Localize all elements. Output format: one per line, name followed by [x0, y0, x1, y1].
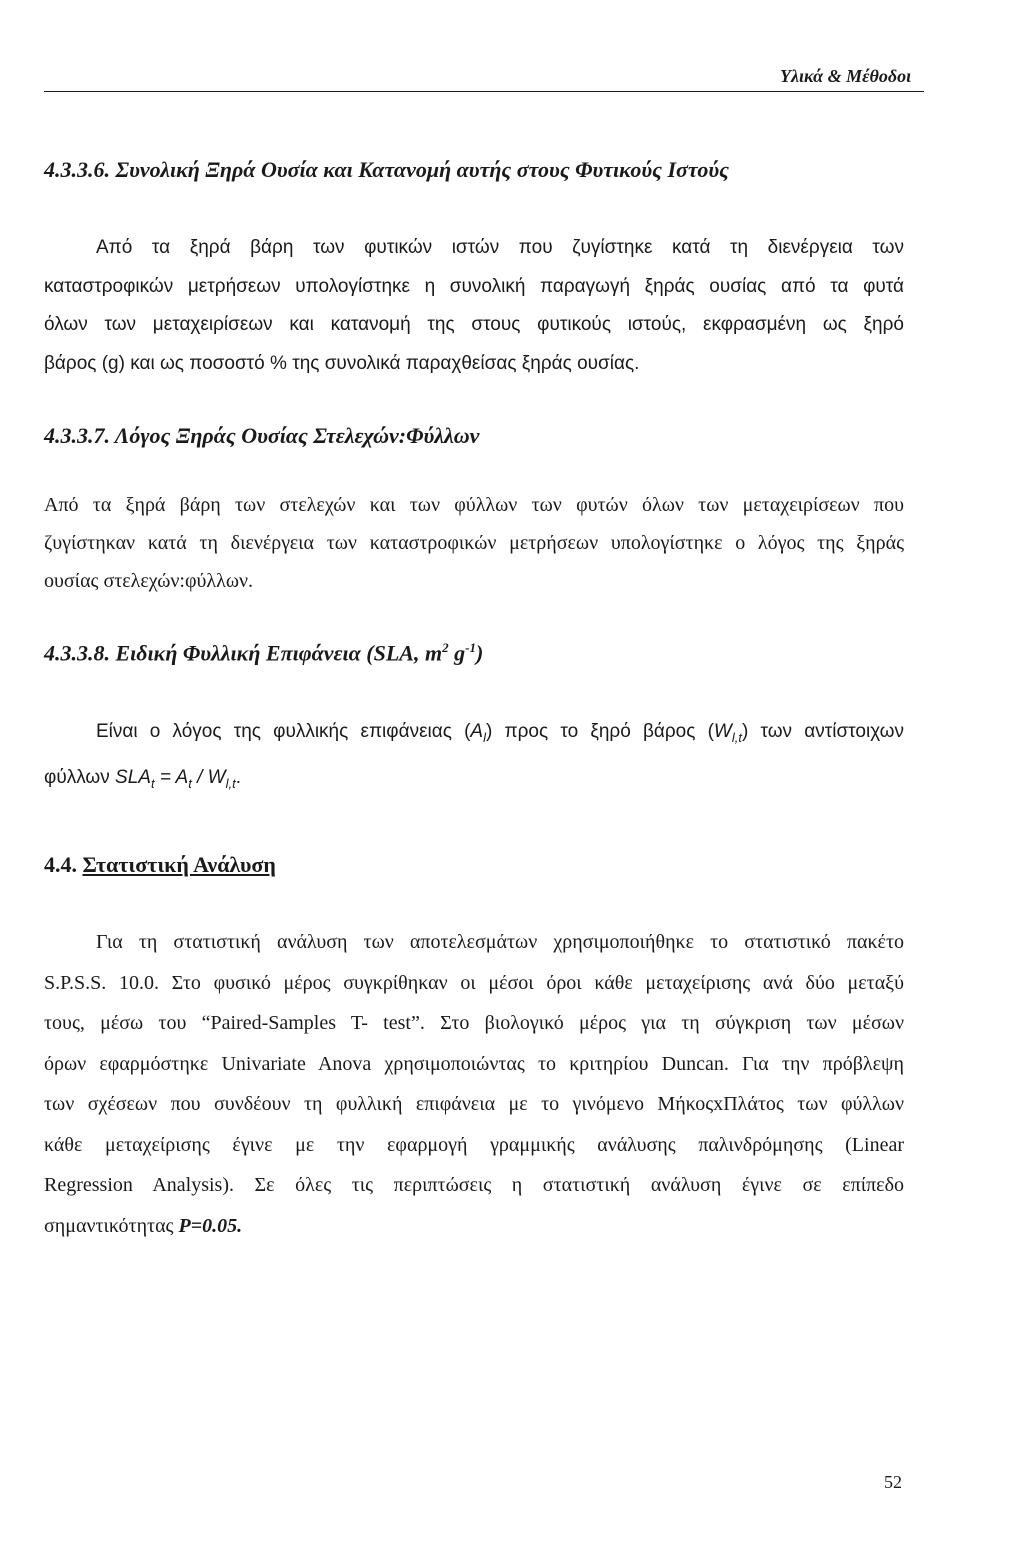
subscript: l,t: [225, 775, 236, 791]
superscript: -1: [465, 640, 476, 655]
text-run: φύλλων: [44, 766, 116, 788]
paragraph-4336: [44, 229, 904, 383]
section-title-main: Ειδική Φυλλική Επιφάνεια (SLA, m: [115, 640, 443, 666]
section-number: 4.4.: [44, 852, 77, 877]
section-heading-44: [44, 852, 276, 878]
p-value: P=0.05.: [178, 1214, 243, 1237]
symbol-area: A: [470, 721, 484, 742]
page-number: 52: [884, 1472, 902, 1492]
formula-lhs: SLA: [115, 766, 151, 788]
paragraph-line: Από τα ξηρά βάρη των στελεχών και των φύλλων των φυτών όλων των μεταχειρίσεων που: [44, 494, 904, 516]
text-run: σημαντικότητας: [44, 1214, 179, 1237]
section-heading-4337: [44, 423, 479, 449]
formula-eq: = A: [154, 766, 189, 788]
section-title: Συνολική Ξηρά Ουσία και Κατανομή αυτής στους Φυτικούς Ιστούς: [115, 157, 729, 182]
paragraph-line: τους, μέσω του “Paired-Samples T- test”. Στο βιολογικό μέρος για τη σύγκριση των μέσων: [44, 1012, 904, 1034]
paragraph-line: όρων εφαρμόστηκε Univariate Anova χρησιμοποιώντας το κριτηρίου Duncan. Για την πρόβλεψη: [44, 1052, 904, 1075]
paragraph-line: [44, 758, 904, 804]
paragraph-line: ζυγίστηκαν κατά τη διενέργεια των καταστροφικών μετρήσεων υπολογίστηκε ο λόγος της ξηράς: [44, 532, 904, 554]
paragraph-line: όλων των μεταχειρίσεων και κατανομή της στους φυτικούς ιστούς, εκφρασμένη ως ξηρό: [44, 314, 904, 335]
running-header: Υλικά & Μέθοδοι: [780, 66, 912, 86]
paragraph-line: ουσίας στελεχών:φύλλων.: [44, 570, 254, 592]
section-heading-4338: [44, 640, 483, 666]
formula-div: / W: [191, 766, 226, 788]
paragraph-line: S.P.S.S. 10.0. Στο φυσικό μέρος συγκρίθηκαν οι μέσοι όροι κάθε μεταχείρισης ανά δύο μεταξύ: [44, 971, 904, 994]
subscript: t: [150, 775, 155, 791]
header-rule: [44, 91, 924, 92]
section-title-end: ): [475, 640, 484, 666]
paragraph-line: Από τα ξηρά βάρη των φυτικών ιστών που ζυγίστηκε κατά τη διενέργεια των: [96, 237, 904, 258]
section-title: Λόγος Ξηράς Ουσίας Στελεχών:Φύλλων: [114, 423, 480, 448]
text-run: ) προς το ξηρό βάρος (: [486, 721, 714, 742]
section-heading-4336: [44, 157, 729, 183]
paragraph-line: των σχέσεων που συνδέουν τη φυλλική επιφάνεια με το γινόμενο ΜήκοςxΠλάτος των φύλλων: [44, 1093, 904, 1115]
section-title: Στατιστική Ανάλυση: [82, 852, 276, 877]
text-run: .: [235, 766, 242, 788]
section-number: 4.3.3.7.: [44, 423, 110, 448]
subscript: l,t: [731, 729, 742, 745]
section-number: 4.3.3.8.: [44, 640, 110, 666]
paragraph-line: κάθε μεταχείρισης έγινε με την εφαρμογή γραμμικής ανάλυσης παλινδρόμησης (Linear: [44, 1133, 904, 1156]
paragraph-4337: [44, 486, 904, 600]
paragraph-4338: [44, 712, 904, 804]
paragraph-line: καταστροφικών μετρήσεων υπολογίστηκε η συνολική παραγωγή ξηράς ουσίας από τα φυτά: [44, 275, 904, 297]
symbol-weight: W: [713, 721, 732, 742]
paragraph-line: Regression Analysis). Σε όλες τις περιπτώσεις η στατιστική ανάλυση έγινε σε επίπεδο: [44, 1174, 904, 1196]
paragraph-44: [44, 922, 904, 1246]
superscript: 2: [442, 640, 449, 655]
subscript: t: [188, 775, 192, 791]
paragraph-line: [44, 712, 904, 758]
section-title-unit: g: [448, 640, 466, 666]
paragraph-line: βάρος (g) και ως ποσοστό % της συνολικά παραχθείσας ξηράς ουσίας.: [44, 352, 640, 374]
paragraph-line: Για τη στατιστική ανάλυση των αποτελεσμάτων χρησιμοποιήθηκε το στατιστικό πακέτο: [96, 931, 904, 953]
section-number: 4.3.3.6.: [44, 157, 110, 182]
text-run: Είναι ο λόγος της φυλλικής επιφάνειας (: [96, 721, 471, 742]
text-run: ) των αντίστοιχων: [741, 721, 904, 742]
paragraph-line: [44, 1206, 904, 1247]
subscript: l: [483, 729, 486, 745]
